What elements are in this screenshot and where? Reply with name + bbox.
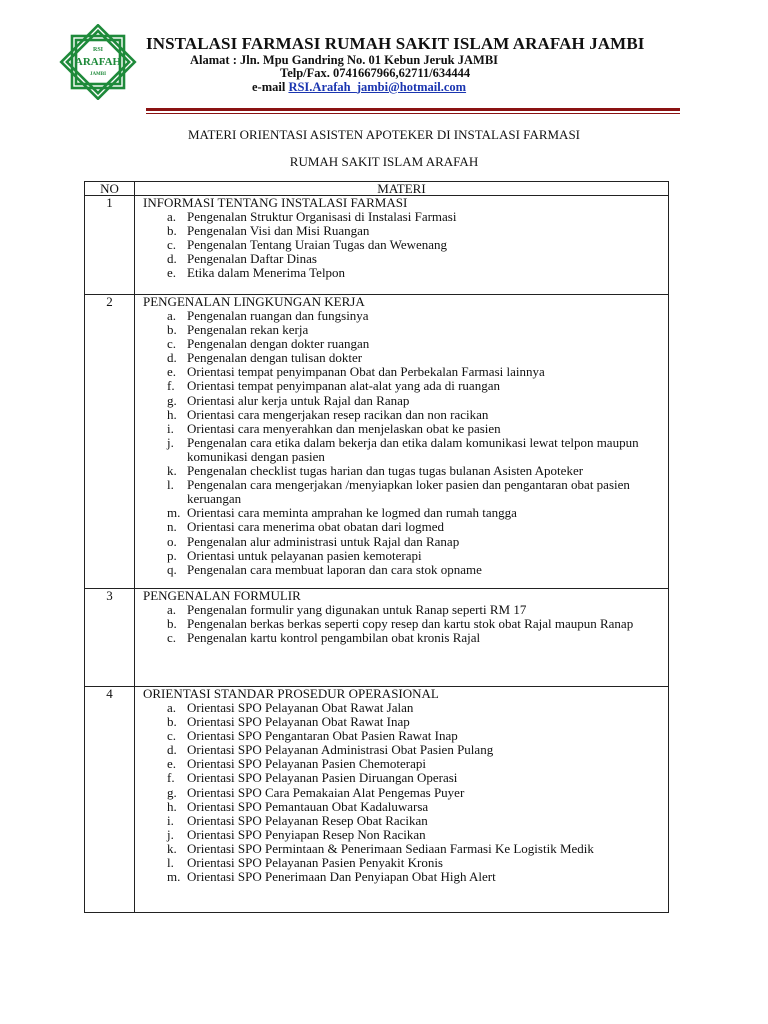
letterhead-phone: Telp/Fax. 0741667966,62711/634444 xyxy=(280,66,471,80)
item-letter: c. xyxy=(167,728,177,744)
section-item-list xyxy=(143,210,664,280)
row-number: 4 xyxy=(85,687,135,913)
table-header-row xyxy=(85,182,669,196)
list-item xyxy=(143,309,664,323)
item-letter: h. xyxy=(167,798,177,814)
item-text: Etika dalam Menerima Telpon xyxy=(187,265,346,281)
list-item xyxy=(143,422,664,436)
row-number: 2 xyxy=(85,295,135,589)
row-content xyxy=(135,295,669,589)
item-letter: i. xyxy=(167,420,174,436)
list-item xyxy=(143,856,664,870)
item-letter: m. xyxy=(167,869,181,885)
table-row xyxy=(85,589,669,687)
item-letter: f. xyxy=(167,378,175,394)
list-item xyxy=(143,603,664,617)
list-item xyxy=(143,520,664,534)
item-letter: a. xyxy=(167,700,177,715)
logo-name-text: ARAFAH xyxy=(74,56,122,68)
item-letter: o. xyxy=(167,533,177,549)
item-text: Orientasi cara menerima obat obatan dari logmed xyxy=(187,519,445,535)
section-title: PENGENALAN LINGKUNGAN KERJA xyxy=(143,294,365,309)
item-text: Pengenalan Struktur Organisasi di Instalasi Farmasi xyxy=(187,209,457,224)
item-letter: d. xyxy=(167,251,177,267)
item-letter: a. xyxy=(167,308,177,323)
item-text: Orientasi SPO Pelayanan Pasien Diruangan Operasi xyxy=(187,770,458,786)
item-text: Pengenalan dengan tulisan dokter xyxy=(187,350,363,366)
item-text: Pengenalan Tentang Uraian Tugas dan Wewenang xyxy=(187,237,448,253)
row-content xyxy=(135,687,669,913)
letterhead-rule-thin xyxy=(146,113,680,114)
item-text: Orientasi untuk pelayanan pasien kemoterapi xyxy=(187,547,422,563)
item-letter: e. xyxy=(167,265,177,281)
section-title: INFORMASI TENTANG INSTALASI FARMASI xyxy=(143,195,408,210)
list-item xyxy=(143,337,664,351)
item-text: Orientasi SPO Cara Pemakaian Alat Pengemas Puyer xyxy=(187,784,465,800)
item-text: Orientasi SPO Penyiapan Resep Non Racikan xyxy=(187,826,426,842)
list-item xyxy=(143,771,664,785)
table-row xyxy=(85,295,669,589)
list-item xyxy=(143,757,664,771)
item-letter: k. xyxy=(167,840,177,856)
list-item xyxy=(143,786,664,800)
item-letter: h. xyxy=(167,406,177,422)
list-item xyxy=(143,436,664,464)
list-item xyxy=(143,365,664,379)
item-text: Pengenalan cara etika dalam bekerja dan etika dalam komunikasi lewat telpon maupun komunikasi dengan pasien xyxy=(187,434,639,464)
item-letter: p. xyxy=(167,547,177,563)
item-text: Orientasi SPO Pelayanan Administrasi Obat Pasien Pulang xyxy=(187,742,494,758)
materi-table xyxy=(84,181,669,913)
section-item-list xyxy=(143,701,664,884)
letterhead-address: Alamat : Jln. Mpu Gandring No. 01 Kebun Jeruk JAMBI xyxy=(190,53,499,67)
item-letter: q. xyxy=(167,561,177,577)
list-item xyxy=(143,701,664,715)
table-row xyxy=(85,687,669,913)
list-item xyxy=(143,842,664,856)
item-letter: k. xyxy=(167,463,177,479)
email-link[interactable]: RSI.Arafah_jambi@hotmail.com xyxy=(288,80,467,94)
item-text: Orientasi SPO Pemantauan Obat Kadaluwarsa xyxy=(187,798,429,814)
document-subtitle: RUMAH SAKIT ISLAM ARAFAH xyxy=(289,154,479,169)
item-letter: b. xyxy=(167,714,177,730)
item-text: Orientasi SPO Pelayanan Obat Rawat Jalan xyxy=(187,700,414,715)
item-text: Pengenalan Daftar Dinas xyxy=(187,251,317,267)
item-text: Orientasi cara menyerahkan dan menjelaskan obat ke pasien xyxy=(187,420,501,436)
col-no-header: NO xyxy=(85,182,135,196)
list-item xyxy=(143,408,664,422)
item-text: Orientasi SPO Pelayanan Pasien Penyakit Kronis xyxy=(187,855,443,871)
list-item xyxy=(143,210,664,224)
logo-city-text: JAMBI xyxy=(89,72,107,77)
list-item xyxy=(143,549,664,563)
list-item xyxy=(143,323,664,337)
item-letter: g. xyxy=(167,784,177,800)
item-text: Orientasi SPO Pelayanan Resep Obat Racikan xyxy=(187,812,428,828)
item-text: Pengenalan alur administrasi untuk Rajal dan Ranap xyxy=(187,533,460,549)
item-letter: a. xyxy=(167,209,177,224)
section-title: ORIENTASI STANDAR PROSEDUR OPERASIONAL xyxy=(143,686,439,701)
item-letter: c. xyxy=(167,630,177,646)
item-letter: e. xyxy=(167,756,177,772)
item-text: Orientasi SPO Penerimaan Dan Penyiapan Obat High Alert xyxy=(187,869,496,885)
table-row xyxy=(85,196,669,295)
item-text: Orientasi cara meminta amprahan ke logmed dan rumah tangga xyxy=(187,505,517,521)
logo-rsi-text: RSI xyxy=(92,47,104,53)
item-letter: c. xyxy=(167,237,177,253)
item-text: Orientasi SPO Pelayanan Obat Rawat Inap xyxy=(187,714,410,730)
list-item xyxy=(143,814,664,828)
item-text: Pengenalan cara mengerjakan /menyiapkan loker pasien dan pengantaran obat pasien keruangan xyxy=(187,477,630,507)
item-text: Orientasi alur kerja untuk Rajal dan Ranap xyxy=(187,392,410,408)
item-letter: l. xyxy=(167,855,174,871)
item-letter: c. xyxy=(167,336,177,352)
list-item xyxy=(143,351,664,365)
item-letter: m. xyxy=(167,505,181,521)
item-text: Pengenalan kartu kontrol pengambilan obat kronis Rajal xyxy=(187,630,481,646)
list-item xyxy=(143,238,664,252)
item-letter: e. xyxy=(167,364,177,380)
item-text: Pengenalan berkas berkas seperti copy resep dan kartu stok obat Rajal maupun Ranap xyxy=(187,616,634,632)
list-item xyxy=(143,743,664,757)
item-text: Pengenalan checklist tugas harian dan tugas tugas bulanan Asisten Apoteker xyxy=(187,463,584,479)
item-text: Orientasi SPO Pelayanan Pasien Chemoterapi xyxy=(187,756,427,772)
item-text: Pengenalan formulir yang digunakan untuk Ranap seperti RM 17 xyxy=(187,602,527,617)
list-item xyxy=(143,800,664,814)
col-materi-header: MATERI xyxy=(135,182,669,196)
item-text: Pengenalan Visi dan Misi Ruangan xyxy=(187,223,370,239)
list-item xyxy=(143,464,664,478)
hospital-logo xyxy=(54,24,142,100)
section-item-list xyxy=(143,603,664,645)
item-letter: g. xyxy=(167,392,177,408)
letterhead-rule-thick xyxy=(146,108,680,111)
item-text: Orientasi tempat penyimpanan alat-alat yang ada di ruangan xyxy=(187,378,500,394)
item-letter: i. xyxy=(167,812,174,828)
item-text: Pengenalan dengan dokter ruangan xyxy=(187,336,370,352)
letterhead-title: INSTALASI FARMASI RUMAH SAKIT ISLAM ARAFAH JAMBI xyxy=(146,34,645,53)
list-item xyxy=(143,252,664,266)
item-text: Pengenalan rekan kerja xyxy=(187,322,309,338)
list-item xyxy=(143,266,664,280)
row-number: 1 xyxy=(85,196,135,295)
item-letter: a. xyxy=(167,602,177,617)
item-text: Pengenalan ruangan dan fungsinya xyxy=(187,308,369,323)
email-label: e-mail xyxy=(252,80,286,94)
letterhead-email-line xyxy=(252,80,466,95)
list-item xyxy=(143,715,664,729)
item-text: Orientasi tempat penyimpanan Obat dan Perbekalan Farmasi lainnya xyxy=(187,364,545,380)
section-title: PENGENALAN FORMULIR xyxy=(143,588,301,603)
section-item-list xyxy=(143,309,664,577)
list-item xyxy=(143,870,664,884)
list-item xyxy=(143,563,664,577)
item-letter: n. xyxy=(167,519,177,535)
row-content xyxy=(135,589,669,687)
item-letter: j. xyxy=(167,826,174,842)
list-item xyxy=(143,224,664,238)
list-item xyxy=(143,617,664,631)
item-letter: b. xyxy=(167,322,177,338)
list-item xyxy=(143,828,664,842)
item-letter: d. xyxy=(167,350,177,366)
item-text: Orientasi cara mengerjakan resep racikan dan non racikan xyxy=(187,406,489,422)
item-letter: f. xyxy=(167,770,175,786)
list-item xyxy=(143,631,664,645)
list-item xyxy=(143,729,664,743)
row-content xyxy=(135,196,669,295)
item-letter: j. xyxy=(167,434,174,450)
list-item xyxy=(143,535,664,549)
list-item xyxy=(143,478,664,506)
item-text: Orientasi SPO Pengantaran Obat Pasien Rawat Inap xyxy=(187,728,458,744)
document-title: MATERI ORIENTASI ASISTEN APOTEKER DI INSTALASI FARMASI xyxy=(187,127,581,142)
list-item xyxy=(143,394,664,408)
item-letter: d. xyxy=(167,742,177,758)
item-letter: b. xyxy=(167,223,177,239)
item-letter: b. xyxy=(167,616,177,632)
row-number: 3 xyxy=(85,589,135,687)
item-letter: l. xyxy=(167,477,174,493)
list-item xyxy=(143,506,664,520)
list-item xyxy=(143,379,664,393)
item-text: Pengenalan cara membuat laporan dan cara stok opname xyxy=(187,561,482,577)
item-text: Orientasi SPO Permintaan & Penerimaan Sediaan Farmasi Ke Logistik Medik xyxy=(187,840,594,856)
